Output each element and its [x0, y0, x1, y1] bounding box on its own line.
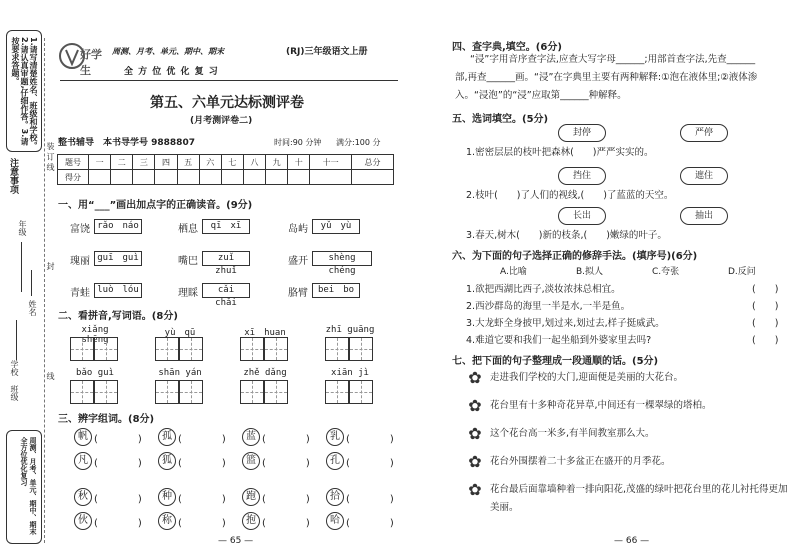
q6-answer-paren[interactable]: ( )	[752, 335, 779, 346]
q3-answer-paren[interactable]: ( )	[262, 518, 310, 529]
score-table-header	[58, 155, 394, 170]
q2-pinyin: xiān jì	[331, 368, 369, 378]
q2-answer-cell[interactable]	[70, 380, 94, 404]
header-rule	[60, 80, 398, 81]
q3-answer-paren[interactable]: ( )	[178, 434, 226, 445]
helper-text: 整书辅导 本书导学号 9888807	[58, 138, 195, 148]
q2-answer-cell[interactable]	[179, 380, 203, 404]
time-label: 时间:90 分钟	[274, 138, 322, 147]
score-header-cell: 八	[243, 155, 265, 170]
q3-answer-paren[interactable]: ( )	[178, 494, 226, 505]
q2-pinyin: zhī guāng	[325, 325, 375, 335]
score-table	[57, 154, 394, 185]
q3-char: 蓝	[242, 428, 260, 446]
score-input-cell[interactable]	[111, 170, 133, 185]
q2-answer-cell[interactable]	[155, 380, 179, 404]
q2-answer-cell[interactable]	[349, 337, 373, 361]
q3-char: 狐	[158, 452, 176, 470]
q3-char: 孤	[158, 428, 176, 446]
q6-answer-paren[interactable]: ( )	[752, 318, 779, 329]
line-label: 线	[46, 372, 55, 380]
q2-answer-cell[interactable]	[240, 380, 264, 404]
score-header-cell: 七	[221, 155, 243, 170]
score-header-cell: 十	[288, 155, 310, 170]
grade-field-label: 年级	[18, 220, 27, 236]
score-row-label: 得分	[58, 170, 89, 185]
q3-char: 孔	[326, 452, 344, 470]
q2-answer-cell[interactable]	[240, 337, 264, 361]
score-input-cell[interactable]	[199, 170, 221, 185]
q6-sentence: 1.欲把西湖比西子,淡妆浓抹总相宜。	[466, 284, 621, 295]
q3-answer-paren[interactable]: ( )	[178, 518, 226, 529]
left-page-number: — 65 —	[218, 536, 254, 546]
q3-char: 抱	[242, 512, 260, 530]
page-title: 第五、六单元达标测评卷	[150, 95, 304, 111]
q6-option: C.夸张	[652, 267, 680, 277]
side-slogan-text: 周测、月考、单元、期中、期末 全方位优化复习	[20, 437, 37, 535]
q1-pinyin-options[interactable]: rǎo náo	[94, 219, 142, 234]
score-header-cell: 题号	[58, 155, 89, 170]
brand-logo-text: 好学生	[80, 48, 102, 77]
q1-word: 富饶	[70, 224, 90, 235]
q7-sentence: 这个花台高一米多,有半间教室那么大。	[490, 428, 655, 439]
q5-option-b: 抽出	[680, 207, 728, 225]
score-table-row	[58, 170, 394, 185]
q6-sentence: 2.西沙群岛的海里一半是水,一半是鱼。	[466, 301, 631, 312]
q6-option: D.反问	[728, 267, 756, 277]
q3-char: 秋	[74, 488, 92, 506]
q3-char: 跑	[242, 488, 260, 506]
q7-sentence: 走进我们学校的大门,迎面便是美丽的大花台。	[490, 372, 684, 383]
q5-option-a: 挡住	[558, 167, 606, 185]
q3-answer-paren[interactable]: ( )	[346, 458, 394, 469]
q1-word: 栖息	[178, 224, 198, 235]
q1-word: 胳臂	[288, 288, 308, 299]
q4-line-2: 部,再查______画。“浸”在字典里主要有两种解释:①泡在液体里;②液体渗	[455, 72, 758, 83]
q2-answer-cell[interactable]	[325, 380, 349, 404]
side-strip	[4, 30, 44, 545]
right-page-number: — 66 —	[614, 536, 650, 546]
score-header-cell: 六	[199, 155, 221, 170]
brand-logo	[58, 38, 106, 78]
q1-pinyin-options[interactable]: bei bo	[312, 283, 360, 298]
q1-pinyin-options[interactable]: shèng chéng	[312, 251, 372, 266]
q6-answer-paren[interactable]: ( )	[752, 284, 779, 295]
score-input-cell[interactable]	[243, 170, 265, 185]
q3-char: 种	[158, 488, 176, 506]
q2-answer-cell[interactable]	[264, 380, 288, 404]
q3-char: 凡	[74, 452, 92, 470]
q5-heading: 五、选词填空。(5分)	[452, 114, 549, 125]
q7-order-flower-icon[interactable]: ✿	[468, 396, 482, 415]
q1-word: 盛开	[288, 256, 308, 267]
score-header-cell: 总分	[352, 155, 394, 170]
page-subtitle: (月考测评卷二)	[190, 116, 253, 126]
book-tag: (RJ)三年级语文上册	[286, 47, 368, 57]
q1-pinyin-options[interactable]: yǔ yù	[312, 219, 360, 234]
q2-answer-cell[interactable]	[94, 380, 118, 404]
q4-line-1: “浸”字用音序查字法,应查大写字母______;用部首查字法,先查______	[470, 54, 756, 65]
school-field-label: 学校	[10, 360, 19, 376]
q5-sentence: 3.春天,树木( )新的枝条,( )嫩绿的叶子。	[466, 230, 667, 241]
q1-pinyin-options[interactable]: guī guì	[94, 251, 142, 266]
score-input-cell[interactable]	[310, 170, 352, 185]
q6-option: B.拟人	[576, 267, 604, 277]
q7-sentence: 花台里有十多种奇花异草,中间还有一棵翠绿的塔柏。	[490, 400, 712, 411]
q2-pinyin: shān yán	[158, 368, 202, 378]
score-header-cell: 三	[133, 155, 155, 170]
q7-sentence: 美丽。	[490, 502, 519, 513]
q2-answer-cell[interactable]	[264, 337, 288, 361]
q5-option-b: 遮住	[680, 167, 728, 185]
q1-pinyin-options[interactable]: cǎi chǎi	[202, 283, 250, 298]
score-header-cell: 一	[89, 155, 111, 170]
binding-dashed-line	[44, 38, 45, 543]
q5-option-a: 封停	[558, 124, 606, 142]
q7-order-flower-icon[interactable]: ✿	[468, 480, 482, 499]
q7-order-flower-icon[interactable]: ✿	[468, 368, 482, 387]
q3-char: 哈	[326, 512, 344, 530]
name-field-line[interactable]	[31, 270, 32, 296]
q3-answer-paren[interactable]: ( )	[346, 518, 394, 529]
q3-char: 伙	[74, 512, 92, 530]
q3-answer-paren[interactable]: ( )	[94, 434, 142, 445]
score-input-cell[interactable]	[133, 170, 155, 185]
grade-field-line[interactable]	[21, 242, 22, 292]
q4-heading: 四、查字典,填空。(6分)	[452, 42, 562, 53]
q7-order-flower-icon[interactable]: ✿	[468, 452, 482, 471]
q1-word: 理睬	[178, 288, 198, 299]
seal-label: 封	[46, 262, 55, 270]
q3-char: 篮	[242, 452, 260, 470]
q2-pinyin: yù qū	[164, 328, 196, 338]
side-notes-box	[6, 30, 42, 152]
class-field-label: 班级	[10, 385, 19, 401]
notice-label: 注意事项	[8, 158, 18, 194]
score-header-cell: 四	[155, 155, 177, 170]
q3-answer-paren[interactable]: ( )	[346, 434, 394, 445]
q2-answer-cell[interactable]	[179, 337, 203, 361]
q2-answer-cell[interactable]	[155, 337, 179, 361]
side-slogan-box	[6, 430, 42, 544]
score-label: 满分:100 分	[336, 138, 381, 147]
q2-pinyin: bǎo guì	[76, 368, 114, 378]
q7-heading: 七、把下面的句子整理成一段通顺的话。(5分)	[452, 356, 659, 367]
q3-answer-paren[interactable]: ( )	[94, 518, 142, 529]
q1-pinyin-options[interactable]: qī xī	[202, 219, 250, 234]
q2-answer-cell[interactable]	[325, 337, 349, 361]
score-input-cell[interactable]	[352, 170, 394, 185]
q1-word: 岛屿	[288, 224, 308, 235]
q6-answer-paren[interactable]: ( )	[752, 301, 779, 312]
score-header-cell: 五	[177, 155, 199, 170]
q6-sentence: 4.难道它要和我们一起坐船到外婆家里去吗?	[466, 335, 652, 346]
score-header-cell: 二	[111, 155, 133, 170]
q3-char: 称	[158, 512, 176, 530]
q2-pinyin: zhě dǎng	[243, 368, 287, 378]
q5-option-a: 长出	[558, 207, 606, 225]
q3-answer-paren[interactable]: ( )	[262, 458, 310, 469]
q1-word: 嘴巴	[178, 256, 198, 267]
brand-slogan: 全 方 位 优 化 复 习	[124, 67, 219, 77]
q5-sentence: 2.枝叶( )了人们的视线,( )了蓝蓝的天空。	[466, 190, 674, 201]
score-header-cell: 十一	[310, 155, 352, 170]
q3-char: 拾	[326, 488, 344, 506]
q3-answer-paren[interactable]: ( )	[346, 494, 394, 505]
q6-option: A.比喻	[500, 267, 527, 277]
q7-sentence: 花台最后面靠墙种着一排向阳花,茂盛的绿叶把花台里的花儿衬托得更加	[490, 484, 788, 495]
q3-heading: 三、辨字组词。(8分)	[58, 414, 155, 425]
score-input-cell[interactable]	[155, 170, 177, 185]
cut-line-label: 装 订 线	[46, 142, 55, 172]
q2-pinyin: xī huan	[244, 328, 286, 338]
q6-heading: 六、为下面的句子选择正确的修辞手法。(填序号)(6分)	[452, 251, 698, 262]
q3-answer-paren[interactable]: ( )	[94, 458, 142, 469]
q2-answer-cell[interactable]	[70, 337, 94, 361]
q3-char: 乳	[326, 428, 344, 446]
q2-pinyin: xiǎng shēng	[81, 325, 109, 345]
name-field-label: 姓名	[28, 300, 37, 316]
school-field-line[interactable]	[16, 320, 17, 360]
q2-heading: 二、看拼音,写词语。(8分)	[58, 311, 178, 322]
q2-answer-cell[interactable]	[94, 337, 118, 361]
q7-sentence: 花台外围摆着二十多盆正在盛开的月季花。	[490, 456, 671, 467]
q1-pinyin-options[interactable]: luò lóu	[94, 283, 142, 298]
q3-answer-paren[interactable]: ( )	[178, 458, 226, 469]
q3-answer-paren[interactable]: ( )	[262, 494, 310, 505]
score-input-cell[interactable]	[89, 170, 111, 185]
q6-sentence: 3.大龙虾全身披甲,划过来,划过去,样子挺威武。	[466, 318, 665, 329]
q3-answer-paren[interactable]: ( )	[262, 434, 310, 445]
q1-word: 青蛙	[70, 288, 90, 299]
score-input-cell[interactable]	[266, 170, 288, 185]
q1-heading: 一、用“___”画出加点字的正确读音。(9分)	[58, 200, 253, 211]
q2-answer-cell[interactable]	[349, 380, 373, 404]
side-notes-text: 1.请写清楚姓名、班级和学校。2.请认真审题,仔细作答。3.请按要求答题。	[11, 37, 38, 150]
score-input-cell[interactable]	[177, 170, 199, 185]
q3-char: 帆	[74, 428, 92, 446]
q1-word: 瑰丽	[70, 256, 90, 267]
score-input-cell[interactable]	[288, 170, 310, 185]
brand-tagline: 周测、月考、单元、期中、期末	[112, 47, 224, 56]
q5-option-b: 严停	[680, 124, 728, 142]
q7-order-flower-icon[interactable]: ✿	[468, 424, 482, 443]
score-input-cell[interactable]	[221, 170, 243, 185]
q5-sentence: 1.密密层层的枝叶把森林( )严严实实的。	[466, 147, 654, 158]
q3-answer-paren[interactable]: ( )	[94, 494, 142, 505]
q1-pinyin-options[interactable]: zuǐ zhuǐ	[202, 251, 250, 266]
q4-line-3: 入。“浸泡”的“浸”应取第______种解释。	[455, 90, 627, 101]
score-header-cell: 九	[266, 155, 288, 170]
